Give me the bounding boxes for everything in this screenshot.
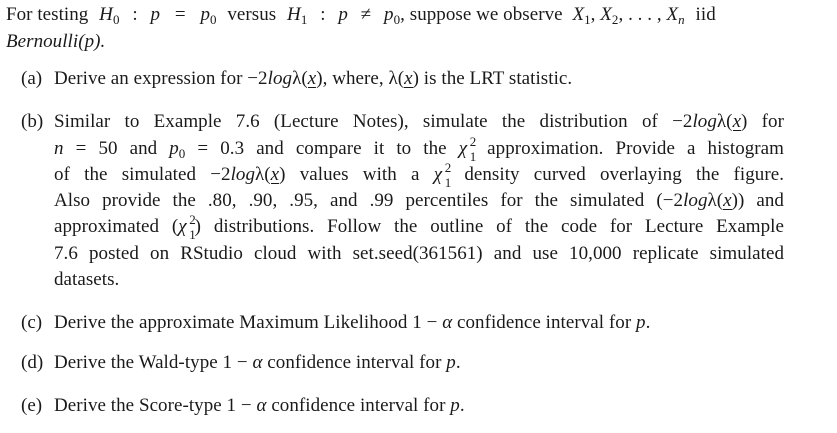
item-b-line-5: approximated (χ 2 1 ) distributions. Follow the outline of the code for Lecture Example (54, 212, 784, 242)
math-X1: $X_1$ (572, 4, 591, 27)
math-Xn: $X_n$ (666, 4, 685, 27)
item-d-label: (d) (21, 352, 44, 373)
intro-text-for-testing: For testing (6, 4, 89, 25)
item-e-line-1: Derive the Score-type 1 − α confidence interval for p. (54, 395, 465, 416)
math-colon: : (132, 4, 138, 25)
item-b-line-2: n = 50 and $p_0 = 0.3$ and compare it to the χ 2 1 approximation. Provide a histogram (54, 134, 784, 164)
math-H1: $H_1$ (287, 4, 308, 27)
item-a-line-1: Derive an expression for −2logλ(x), where, λ(x) is the LRT statistic. (54, 68, 573, 89)
item-c-label: (c) (21, 312, 43, 333)
math-p-2: p (338, 4, 348, 25)
item-a-label: (a) (21, 68, 43, 89)
math-p0: $p_0$ (200, 4, 217, 27)
intro-text-suppose: , suppose we observe (400, 4, 563, 25)
math-ellipsis: , . . . , (618, 4, 662, 25)
item-a-text-1: Derive an expression for (54, 68, 248, 89)
item-d-line-1: Derive the Wald-type 1 − α confidence interval for p. (54, 352, 461, 373)
chi-square-1: χ 2 1 (458, 134, 477, 164)
intro-line-1: For testing $H_0$ : $p = p_0$ versus $H_1$ : $p \ne p_0$, suppose we observe $X_1$, $X_2$, . . . , $X_n$ iid (6, 4, 716, 27)
item-b-line-6: 7.6 posted on RStudio cloud with set.seed(361561) and use 10,000 replicate simulated (54, 243, 784, 264)
item-b-line-7: datasets. (54, 269, 120, 290)
item-b-line-1: Similar to Example 7.6 (Lecture Notes), simulate the distribution of −2logλ(x) for (54, 111, 784, 132)
math-p: p (150, 4, 161, 25)
item-b-label: (b) (21, 111, 44, 132)
item-b-line-3: of the simulated −2logλ(x) values with a χ 2 1 density curved overlaying the figure. (54, 160, 784, 190)
item-b-line-4: Also provide the .80, .90, .95, and .99 percentiles for the simulated (−2logλ(x)) and (54, 190, 784, 211)
math-p0-2: $p_0$ (384, 4, 401, 27)
item-e-label: (e) (21, 395, 43, 416)
intro-text-versus: versus (227, 4, 277, 25)
intro-text-iid: iid (695, 4, 716, 25)
math-colon-2: : (320, 4, 326, 25)
math-not-equal: ≠ (360, 4, 372, 25)
item-c-line-1: Derive the approximate Maximum Likelihood 1 − α confidence interval for p. (54, 312, 651, 333)
math-H0: $H_0$ (99, 4, 120, 27)
math-neg2log-lambda: −2logλ(x) (247, 68, 323, 89)
intro-line-2: Bernoulli(p). (6, 31, 106, 52)
math-equals: = (174, 4, 186, 25)
math-X2: $X_2$ (600, 4, 619, 27)
